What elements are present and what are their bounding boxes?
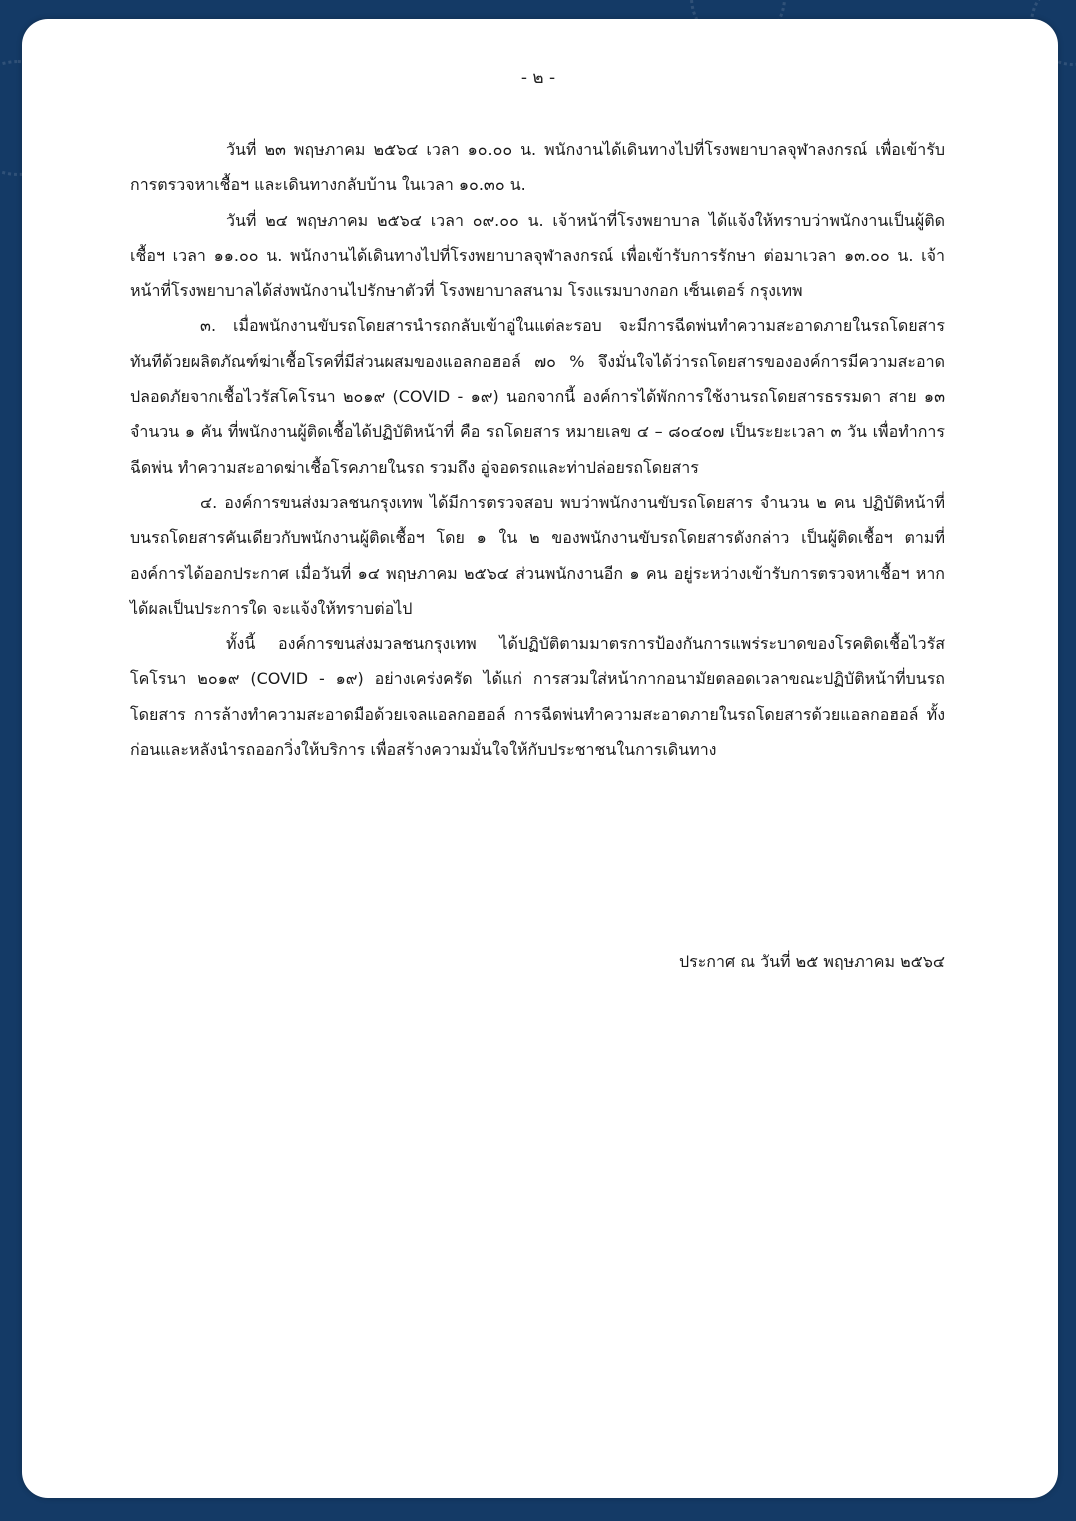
paragraph-item-4: ๔. องค์การขนส่งมวลชนกรุงเทพ ได้มีการตรวจสอบ พบว่าพนักงานขับรถโดยสาร จำนวน ๒ คน ปฏิบัติหน้าที่บนรถโดยสารคันเดียวกับพนักงานผู้ติดเชื้อฯ โดย ๑ ใน ๒ ของพนักงานขับรถโดยสารดังกล่าว เป็นผู้ติดเชื้อฯ ตามที่องค์การได้ออกประกาศ เมื่อวันที่ ๑๔ พฤษภาคม ๒๕๖๔ ส่วนพนักงานอีก ๑ คน อยู่ระหว่างเข้ารับการตรวจหาเชื้อฯ หากได้ผลเป็นประการใด จะแจ้งให้ทราบต่อไป bbox=[130, 492, 945, 618]
paragraph-may-23: วันที่ ๒๓ พฤษภาคม ๒๕๖๔ เวลา ๑๐.๐๐ น. พนักงานได้เดินทางไปที่โรงพยาบาลจุฬาลงกรณ์ เพื่อเข้ารับการตรวจหาเชื้อฯ และเดินทางกลับบ้าน ในเวลา ๑๐.๓๐ น. bbox=[130, 140, 945, 195]
paragraph-may-24: วันที่ ๒๔ พฤษภาคม ๒๕๖๔ เวลา ๐๙.๐๐ น. เจ้าหน้าที่โรงพยาบาล ได้แจ้งให้ทราบว่าพนักงานเป็นผู้ติดเชื้อฯ เวลา ๑๑.๐๐ น. พนักงานได้เดินทางไปที่โรงพยาบาลจุฬาลงกรณ์ เพื่อเข้ารับการรักษา ต่อมาเวลา ๑๓.๐๐ น. เจ้าหน้าที่โรงพยาบาลได้ส่งพนักงานไปรักษาตัวที่ โรงพยาบาลสนาม โรงแรมบางกอก เซ็นเตอร์ กรุงเทพ bbox=[130, 210, 945, 301]
document-body bbox=[130, 132, 945, 767]
page-number: - ๒ - bbox=[520, 68, 556, 88]
paragraph-measures: ทั้งนี้ องค์การขนส่งมวลชนกรุงเทพ ได้ปฏิบัติตามมาตรการป้องกันการแพร่ระบาดของโรคติดเชื้อไวรัสโคโรนา ๒๐๑๙ (COVID - ๑๙) อย่างเคร่งครัด ได้แก่ การสวมใส่หน้ากากอนามัยตลอดเวลาขณะปฏิบัติหน้าที่บนรถโดยสาร การล้างทำความสะอาดมือด้วยเจลแอลกอฮอล์ การฉีดพ่นทำความสะอาดภายในรถโดยสารด้วยแอลกอฮอล์ ทั้งก่อนและหลังนำรถออกวิ่งให้บริการ เพื่อสร้างความมั่นใจให้กับประชาชนในการเดินทาง bbox=[130, 634, 945, 760]
announcement-date: ประกาศ ณ วันที่ ๒๕ พฤษภาคม ๒๕๖๔ bbox=[678, 952, 945, 971]
paragraph-item-3: ๓. เมื่อพนักงานขับรถโดยสารนำรถกลับเข้าอู่ในแต่ละรอบ จะมีการฉีดพ่นทำความสะอาดภายในรถโดยสารทันทีด้วยผลิตภัณฑ์ฆ่าเชื้อโรคที่มีส่วนผสมของแอลกอฮอล์ ๗๐ % จึงมั่นใจได้ว่ารถโดยสารขององค์การมีความสะอาด ปลอดภัยจากเชื้อไวรัสโคโรนา ๒๐๑๙ (COVID - ๑๙) นอกจากนี้ องค์การได้พักการใช้งานรถโดยสารธรรมดา สาย ๑๓ จำนวน ๑ คัน ที่พนักงานผู้ติดเชื้อได้ปฏิบัติหน้าที่ คือ รถโดยสาร หมายเลข ๔ – ๘๐๔๐๗ เป็นระยะเวลา ๓ วัน เพื่อทำการฉีดพ่น ทำความสะอาดฆ่าเชื้อโรคภายในรถ รวมถึง อู่จอดรถและท่าปล่อยรถโดยสาร bbox=[130, 316, 945, 477]
